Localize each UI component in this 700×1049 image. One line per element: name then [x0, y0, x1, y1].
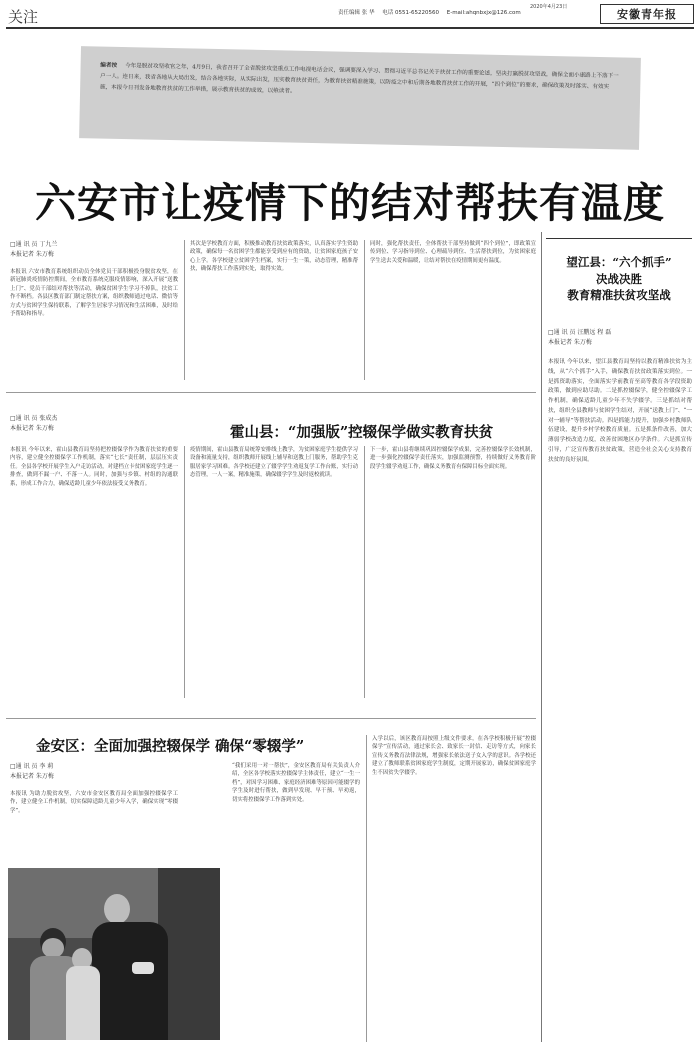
huoshan-article-col-1: 本报讯 今年以来，霍山县教育局坚持把控辍保学作为教育扶贫的重要内容，建立健全控辍保学工作机制，落实“七长”责任制，层层压实责任。全县各学校开展学生入户走访活动，对建档立卡贫困家庭学生逐一排查，做到不漏一户、不落一人。同时，加强与乡镇、村组的沟通联系，形成工作合力，确保适龄儿童少年依法接受义务教育。: [10, 447, 178, 487]
right-column-divider: [541, 232, 542, 1042]
issue-date: 2020年4月23日: [530, 4, 568, 10]
news-photo: [8, 868, 220, 1040]
byline-reporter: 本报记者 朱万梅: [548, 338, 592, 346]
huoshan-headline: 霍山县：“加强版”控辍保学做实教育扶贫: [230, 424, 494, 441]
huoshan-article-col-3: 下一步，霍山县将继续巩固控辍保学成果，完善控辍保学长效机制，进一步强化控辍保学责任落实，加强监测预警，持续做好义务教育阶段学生辍学劝返工作，确保义务教育有保障目标全面实现。: [370, 447, 536, 470]
main-article-col-1: 本报讯 六安市教育系统组织动员全体党员干部积极投身脱贫攻坚，在新冠肺炎疫情防控期间，全市教育系统克服疫情影响，深入开展“送教上门”、党员干部结对帮扶等活动，确保贫困学生学习不掉队，扶贫工作不断档。各县区教育部门制定帮扶方案，组织教师通过电话、微信等方式与贫困学生保持联系，了解学生居家学习情况和生活困难，及时给予帮助和指导。: [10, 269, 178, 317]
byline-correspondent: □通 讯 员 丁九兰: [10, 241, 58, 248]
jinan-article-col-1: 本报讯 为助力脱贫攻坚，六安市金安区教育局全面加强控辍保学工作，建立健全工作机制，切实保障适龄儿童少年入学，确保实现“零辍学”。: [10, 791, 178, 814]
section-divider: [6, 718, 536, 719]
wangjiang-headline: [546, 254, 692, 304]
editor-note-body: 今年是脱贫攻坚收官之年，4月9日，我省召开了全省脱贫攻坚重点工作电视电话会议，强调要深入学习、贯彻习近平总书记关于扶贫工作的重要论述，坚决打赢脱贫攻坚战，确保全面小康路上不落下一户一人。连日来，我省各地从大局出发，结合各地实际，从实际出发，压实教育扶贫责任，为教育扶贫精准施策，以防疫之中和后期各地教育扶贫工作的开展，“四个到位”的要求，确保政策及时落实、有效实施，本报今日刊发各地教育扶贫的工作举措，展示教育扶贫的成效，以飨读者。: [99, 63, 619, 95]
column-divider: [184, 446, 185, 698]
editor-note-label: 编者按: [100, 62, 118, 69]
byline-reporter: 本报记者 朱万梅: [10, 250, 54, 258]
main-headline: 六安市让疫情下的结对帮扶有温度: [35, 179, 665, 227]
wangjiang-title-line-1: 望江县：“六个抓手”: [566, 255, 672, 269]
wangjiang-title-line-2: 决战决胜: [596, 271, 642, 286]
jinan-byline: [10, 762, 130, 781]
huoshan-byline: [10, 414, 130, 433]
jinan-article-col-3: 入学以后，该区教育局按照上级文件要求，在各学校积极开展“控辍保学”宣传活动，通过家长会、致家长一封信、走访等方式，向家长宣传义务教育法律法规，增强家长依法送子女入学的意识。各学校还建立了教师联系贫困家庭学生制度，定期开展家访，确保贫困家庭学生不因贫失学辍学。: [372, 736, 536, 776]
column-divider: [364, 240, 365, 380]
wangjiang-byline: [548, 328, 692, 347]
editor-line: 责任编辑 张 华: [338, 10, 375, 16]
byline-correspondent: □通 讯 员 张成杰: [10, 415, 58, 422]
main-byline: [10, 240, 130, 259]
header-meta: [338, 8, 527, 16]
wangjiang-title-line-3: 教育精准扶贫攻坚战: [567, 288, 671, 303]
wangjiang-article-body: 本报讯 今年以来，望江县教育局坚持以教育精准扶贫为主线，从“六个抓手”入手，确保教育扶贫政策落实到位。一是抓资助落实，全面落实学前教育至高等教育各学段资助政策，做到应助尽助。二是抓控辍保学，健全控辍保学工作机制，确保适龄儿童少年不失学辍学。三是抓结对帮扶，组织全县教师与贫困学生结对，开展“送教上门”、“一对一辅导”等帮扶活动。四是抓能力提升，加强乡村教师队伍建设，提升乡村学校教育质量。五是抓条件改善，加大薄弱学校改造力度，改善贫困地区办学条件。六是抓宣传引导，广泛宣传教育扶贫政策，营造全社会关心支持教育扶贫的良好氛围。: [548, 359, 692, 463]
column-divider: [184, 240, 185, 380]
byline-correspondent: □通 讯 员 汪鹏远 程 磊: [548, 329, 612, 336]
byline-reporter: 本报记者 朱万梅: [10, 772, 54, 780]
right-column-rule: [546, 238, 692, 239]
main-article-col-2: 其次是学校教育方面，积极推动教育扶贫政策落实，认真落实学生资助政策，确保每一名贫困学生都能享受到应有的资助，让贫困家庭孩子安心上学。各学校建立贫困学生档案，实行一生一策，动态管理，精准帮扶，确保帮扶工作落到实处，取得实效。: [190, 241, 358, 273]
newspaper-logo: 安徽青年报: [600, 4, 694, 24]
column-divider: [366, 735, 367, 1042]
main-article-col-3: 同时，强化帮扶责任，全体帮扶干部坚持做到“四个到位”，即政策宣传到位、学习指导到位、心理疏导到位、生活帮扶到位，为贫困家庭学生送去关爱和温暖，让结对帮扶在疫情期间更有温度。: [370, 241, 536, 264]
section-label: 关注: [8, 8, 39, 26]
huoshan-article-col-2: 疫情期间，霍山县教育局统筹安排线上教学，为贫困家庭学生提供学习设备和流量支持，组织教师开展线上辅导和送教上门服务，帮助学生克服居家学习困难。各学校还建立了辍学学生劝返复学工作台账，实行动态管理，一人一案，精准施策，确保辍学学生及时返校就读。: [190, 447, 358, 479]
byline-correspondent: □通 讯 员 李 莉: [10, 763, 54, 770]
phone-line: 电话 0551-65220560: [382, 10, 439, 16]
header-rule: [6, 27, 694, 29]
email-line: E-mail:ahqnbxjx@126.com: [446, 10, 521, 16]
jinan-article-col-2: “我们采用一对一帮扶”，金安区教育局有关负责人介绍，全区各学校落实控辍保学主体责任，建立“一生一档”，对因学习困难、家庭经济困难等原因可能辍学的学生及时进行帮扶，做到早发现、早干预、早劝返，切实将控辍保学工作落到实处。: [232, 763, 360, 803]
jinan-headline: 金安区：全面加强控辍保学 确保“零辍学”: [36, 738, 305, 755]
byline-reporter: 本报记者 朱万梅: [10, 424, 54, 432]
column-divider: [364, 446, 365, 698]
section-divider: [6, 392, 536, 393]
